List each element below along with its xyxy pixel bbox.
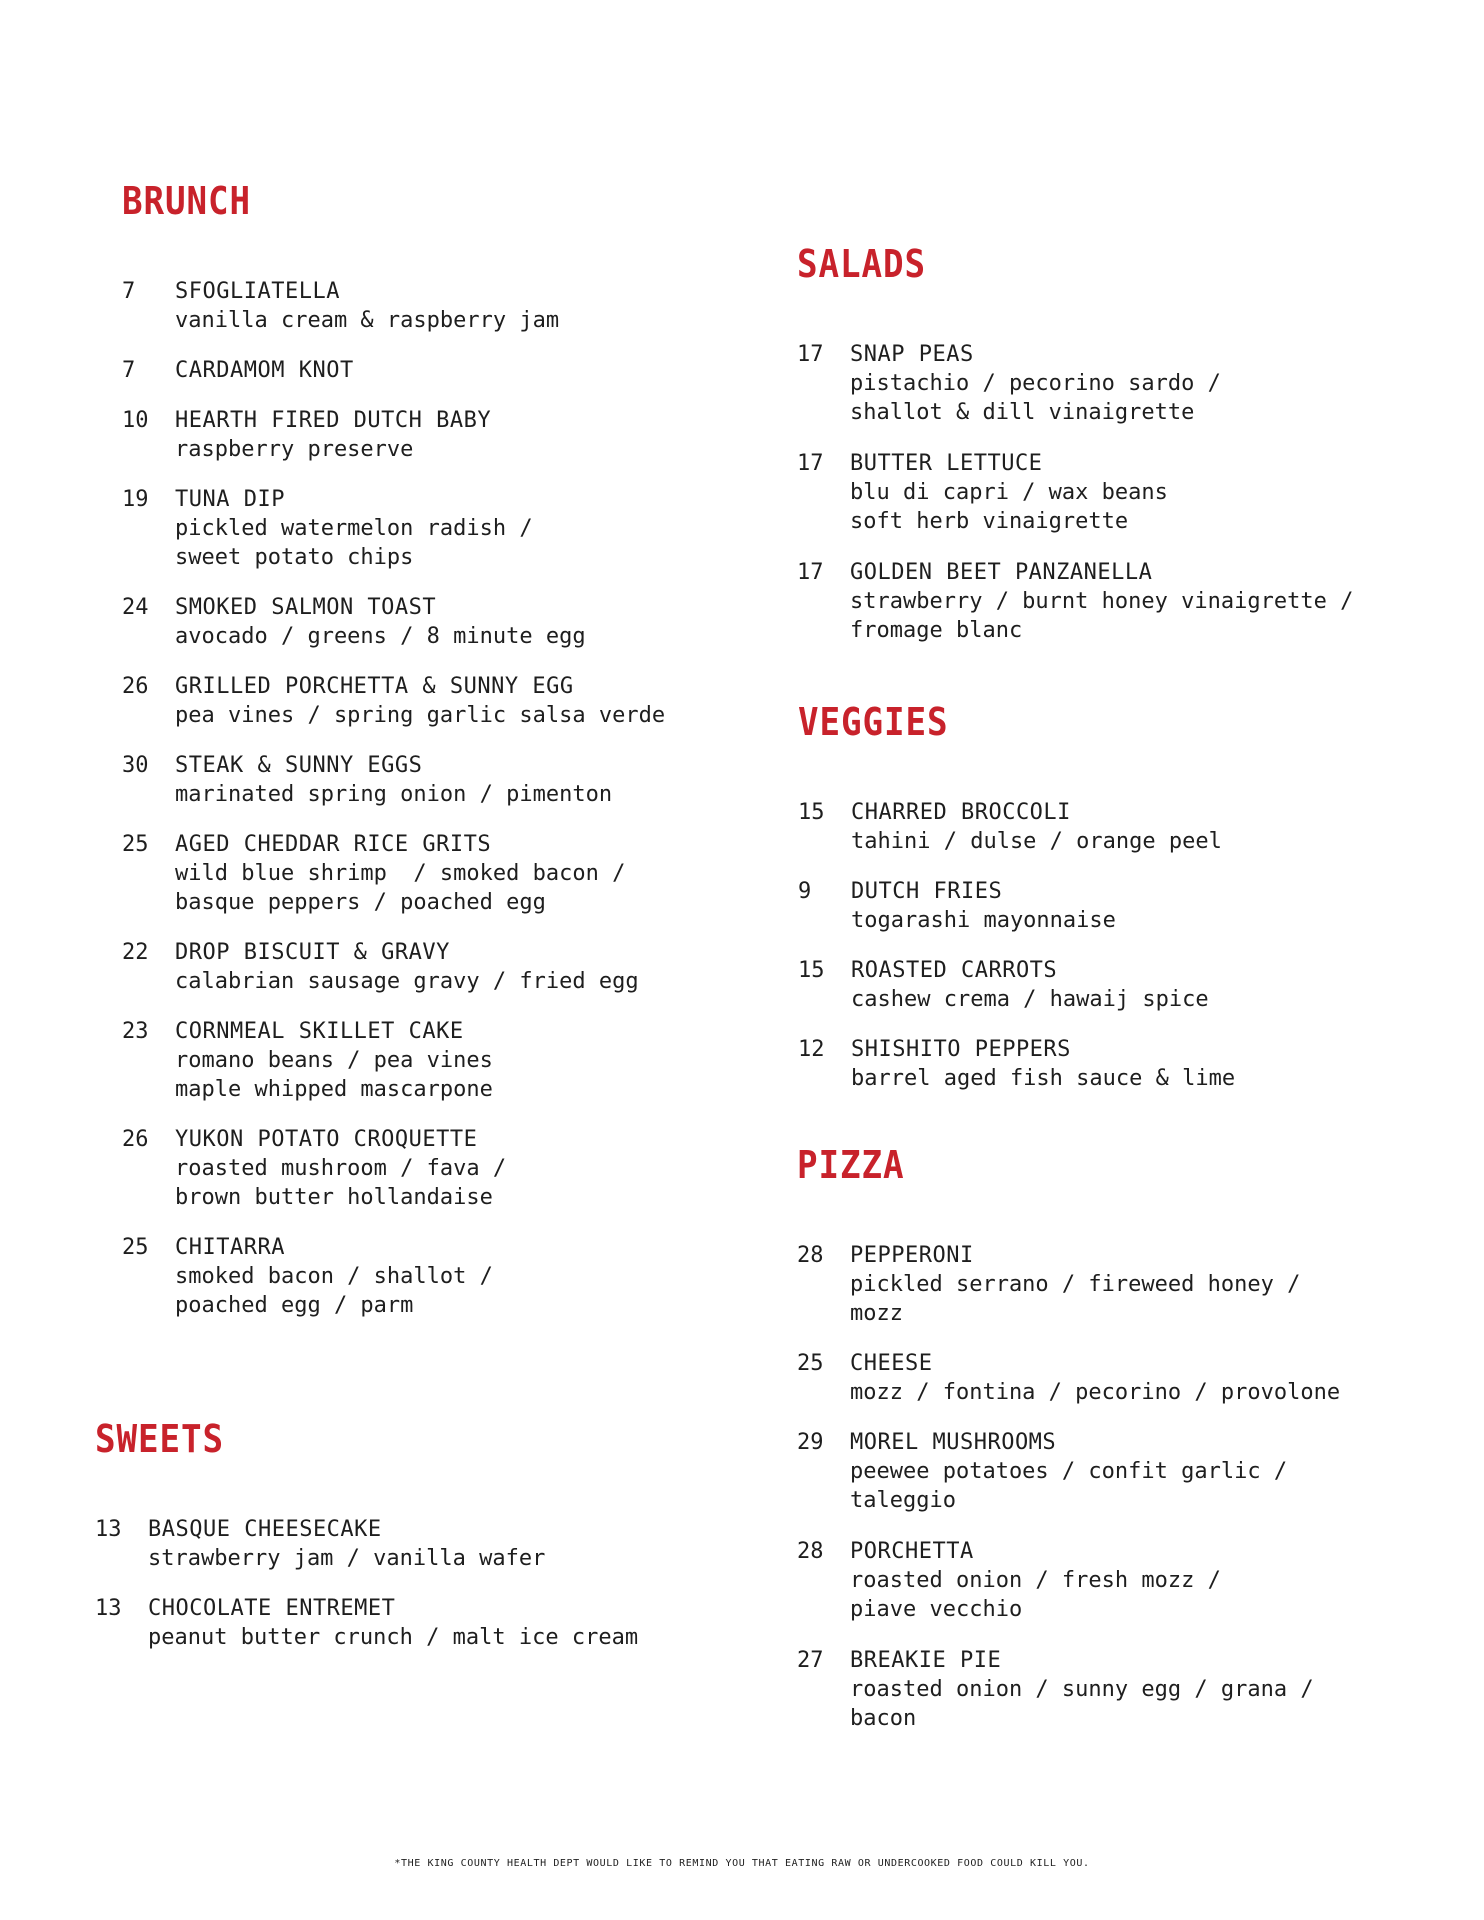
item-description: pea vines / spring garlic salsa verde bbox=[175, 703, 666, 728]
item-price: 27 bbox=[797, 1648, 824, 1673]
item-name: SFOGLIATELLA bbox=[175, 279, 340, 304]
item-description: roasted onion / sunny egg / grana / bacon bbox=[850, 1677, 1314, 1731]
item-name: YUKON POTATO CROQUETTE bbox=[175, 1127, 478, 1152]
item-price: 15 bbox=[798, 958, 825, 983]
sweets-section bbox=[95, 1417, 639, 1650]
item-name: CHARRED BROCCOLI bbox=[851, 800, 1071, 825]
item-name: BASQUE CHEESECAKE bbox=[148, 1517, 382, 1542]
item-description: peanut butter crunch / malt ice cream bbox=[148, 1625, 639, 1650]
item-name: BREAKIE PIE bbox=[850, 1648, 1002, 1673]
item-name: SNAP PEAS bbox=[850, 342, 974, 367]
item-description: vanilla cream & raspberry jam bbox=[175, 308, 560, 333]
item-price: 17 bbox=[797, 451, 824, 476]
health-footnote: *THE KING COUNTY HEALTH DEPT WOULD LIKE TO REMIND YOU THAT EATING RAW OR UNDERCOOKED FOOD COULD KILL YOU. bbox=[394, 1858, 1090, 1869]
item-price: 17 bbox=[797, 342, 824, 367]
item-description: wild blue shrimp / smoked bacon / basque peppers / poached egg bbox=[175, 861, 626, 915]
item-description: romano beans / pea vines maple whipped mascarpone bbox=[175, 1048, 493, 1102]
item-price: 28 bbox=[797, 1243, 824, 1268]
item-description: peewee potatoes / confit garlic / taleggio bbox=[850, 1459, 1288, 1513]
item-description: mozz / fontina / pecorino / provolone bbox=[850, 1380, 1341, 1405]
item-description: cashew crema / hawaij spice bbox=[851, 987, 1209, 1012]
sweets-title: SWEETS bbox=[95, 1417, 224, 1461]
item-price: 26 bbox=[122, 1127, 149, 1152]
item-description: pickled serrano / fireweed honey / mozz bbox=[850, 1272, 1301, 1326]
item-price: 25 bbox=[797, 1351, 824, 1376]
item-name: GRILLED PORCHETTA & SUNNY EGG bbox=[175, 674, 574, 699]
veggies-title: VEGGIES bbox=[798, 700, 949, 744]
salads-section bbox=[797, 242, 1354, 643]
item-name: CHITARRA bbox=[175, 1235, 285, 1260]
item-name: CHOCOLATE ENTREMET bbox=[148, 1596, 396, 1621]
pizza-section bbox=[797, 1143, 1341, 1731]
item-name: SHISHITO PEPPERS bbox=[851, 1037, 1071, 1062]
item-price: 23 bbox=[122, 1019, 149, 1044]
item-price: 13 bbox=[95, 1596, 122, 1621]
item-description: roasted onion / fresh mozz / piave vecchio bbox=[850, 1568, 1221, 1622]
item-name: DROP BISCUIT & GRAVY bbox=[175, 940, 450, 965]
item-price: 17 bbox=[797, 560, 824, 585]
item-description: pistachio / pecorino sardo / shallot & dill vinaigrette bbox=[850, 371, 1221, 425]
item-description: marinated spring onion / pimenton bbox=[175, 782, 613, 807]
item-name: SMOKED SALMON TOAST bbox=[175, 595, 437, 620]
item-description: togarashi mayonnaise bbox=[851, 908, 1116, 933]
item-name: TUNA DIP bbox=[175, 487, 285, 512]
item-name: STEAK & SUNNY EGGS bbox=[175, 753, 423, 778]
item-description: pickled watermelon radish / sweet potato chips bbox=[175, 516, 533, 570]
item-price: 25 bbox=[122, 832, 149, 857]
brunch-title: BRUNCH bbox=[122, 179, 251, 223]
item-name: HEARTH FIRED DUTCH BABY bbox=[175, 408, 492, 433]
item-description: raspberry preserve bbox=[175, 437, 414, 462]
veggies-section bbox=[798, 700, 1236, 1091]
item-name: DUTCH FRIES bbox=[851, 879, 1003, 904]
item-name: PORCHETTA bbox=[850, 1539, 974, 1564]
item-name: MOREL MUSHROOMS bbox=[850, 1430, 1057, 1455]
item-price: 22 bbox=[122, 940, 149, 965]
item-price: 29 bbox=[797, 1430, 824, 1455]
item-name: CARDAMOM KNOT bbox=[175, 358, 354, 383]
item-description: avocado / greens / 8 minute egg bbox=[175, 624, 586, 649]
item-price: 7 bbox=[122, 358, 136, 383]
item-name: AGED CHEDDAR RICE GRITS bbox=[175, 832, 492, 857]
item-price: 13 bbox=[95, 1517, 122, 1542]
item-description: smoked bacon / shallot / poached egg / parm bbox=[175, 1264, 493, 1318]
item-price: 25 bbox=[122, 1235, 149, 1260]
item-description: tahini / dulse / orange peel bbox=[851, 829, 1222, 854]
item-description: roasted mushroom / fava / brown butter hollandaise bbox=[175, 1156, 507, 1210]
item-name: BUTTER LETTUCE bbox=[850, 451, 1043, 476]
item-name: CHEESE bbox=[850, 1351, 933, 1376]
item-description: blu di capri / wax beans soft herb vinaigrette bbox=[850, 480, 1168, 534]
salads-title: SALADS bbox=[797, 242, 926, 286]
item-price: 24 bbox=[122, 595, 149, 620]
item-price: 30 bbox=[122, 753, 149, 778]
item-price: 12 bbox=[798, 1037, 825, 1062]
item-price: 15 bbox=[798, 800, 825, 825]
item-price: 7 bbox=[122, 279, 136, 304]
item-price: 26 bbox=[122, 674, 149, 699]
item-name: PEPPERONI bbox=[850, 1243, 974, 1268]
item-price: 19 bbox=[122, 487, 149, 512]
item-description: barrel aged fish sauce & lime bbox=[851, 1066, 1236, 1091]
item-price: 10 bbox=[122, 408, 149, 433]
item-description: calabrian sausage gravy / fried egg bbox=[175, 969, 639, 994]
item-description: strawberry / burnt honey vinaigrette / fromage blanc bbox=[850, 589, 1354, 643]
item-name: GOLDEN BEET PANZANELLA bbox=[850, 560, 1153, 585]
item-name: ROASTED CARROTS bbox=[851, 958, 1058, 983]
item-price: 28 bbox=[797, 1539, 824, 1564]
brunch-section bbox=[122, 179, 666, 1318]
item-price: 9 bbox=[798, 879, 812, 904]
pizza-title: PIZZA bbox=[797, 1143, 905, 1187]
item-name: CORNMEAL SKILLET CAKE bbox=[175, 1019, 464, 1044]
item-description: strawberry jam / vanilla wafer bbox=[148, 1546, 546, 1571]
